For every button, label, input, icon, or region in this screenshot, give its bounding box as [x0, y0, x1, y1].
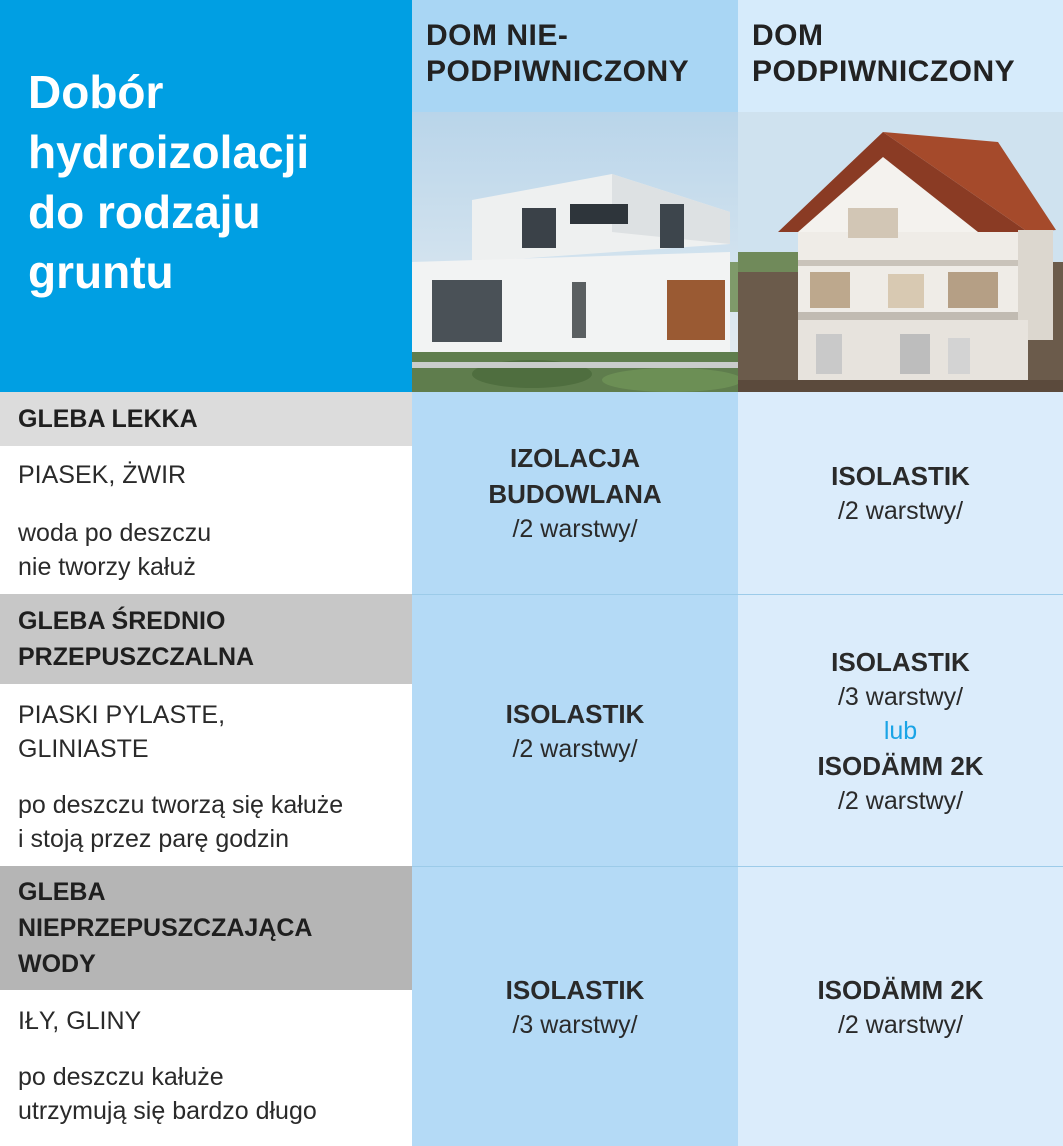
soil-behaviour: utrzymują się bardzo długo — [18, 1097, 317, 1125]
recommendation-cell — [412, 595, 738, 866]
recommendation-cell — [412, 867, 738, 1146]
soil-behaviour: nie tworzy kałuż — [18, 553, 196, 581]
soil-behaviour: woda po deszczu — [18, 519, 212, 547]
recommendation-cell — [738, 392, 1063, 594]
soil-type: IŁY, GLINY — [18, 1007, 142, 1035]
soil-category-light — [0, 392, 412, 446]
category-label: GLEBA — [18, 878, 106, 906]
title-box — [0, 0, 412, 392]
column-header-basement — [738, 0, 1063, 112]
soil-behaviour: i stoją przez parę godzin — [18, 825, 289, 853]
layers-count: /3 warstwy/ — [512, 1010, 638, 1039]
soil-description-light — [0, 446, 412, 594]
category-label: PRZEPUSZCZALNA — [18, 643, 255, 671]
layers-count: /2 warstwy/ — [837, 497, 964, 525]
product-name: ISOLASTIK — [505, 698, 645, 729]
recommendation-cell — [412, 392, 738, 594]
layers-count: /2 warstwy/ — [512, 734, 638, 763]
recommendation-cell — [738, 595, 1063, 866]
column-header-line: DOM NIE- — [426, 19, 569, 52]
category-label: GLEBA LEKKA — [18, 405, 198, 433]
column-header-no-basement — [412, 0, 738, 112]
soil-category-impermeable — [0, 866, 412, 990]
soil-type: PIASKI PYLASTE, — [18, 701, 226, 729]
recommendation-cell — [738, 867, 1063, 1146]
category-label: NIEPRZEPUSZCZAJĄCA — [18, 914, 313, 942]
layers-count: /2 warstwy/ — [512, 515, 638, 543]
soil-behaviour: po deszczu tworzą się kałuże — [18, 791, 344, 819]
soil-type: PIASEK, ŻWIR — [18, 461, 187, 489]
title-line: do rodzaju — [28, 186, 261, 238]
product-name: ISOLASTIK — [831, 461, 970, 491]
layers-count: /2 warstwy/ — [837, 1010, 964, 1039]
or-connector: lub — [883, 716, 918, 745]
title-line: gruntu — [28, 246, 174, 298]
product-name: ISOLASTIK — [505, 974, 645, 1005]
category-label: GLEBA ŚREDNIO — [18, 607, 226, 635]
title-line: Dobór — [28, 66, 164, 118]
product-name: ISODÄMM 2K — [817, 750, 984, 781]
product-name: ISODÄMM 2K — [817, 974, 984, 1005]
column-header-line: PODPIWNICZONY — [752, 55, 1016, 88]
title-line: hydroizolacji — [28, 126, 310, 178]
column-header-line: DOM — [752, 19, 824, 52]
category-label: WODY — [18, 950, 96, 978]
house-without-basement-image — [412, 112, 738, 392]
product-name: IZOLACJA — [510, 443, 640, 473]
product-name: BUDOWLANA — [488, 479, 662, 509]
soil-description-impermeable — [0, 990, 412, 1146]
column-header-line: PODPIWNICZONY — [426, 55, 690, 88]
layers-count: /2 warstwy/ — [837, 786, 964, 815]
soil-description-medium — [0, 684, 412, 866]
soil-category-medium — [0, 594, 412, 684]
house-with-basement-image — [738, 112, 1063, 392]
layers-count: /3 warstwy/ — [837, 682, 964, 711]
soil-type: GLINIASTE — [18, 735, 149, 763]
soil-behaviour: po deszczu kałuże — [18, 1063, 224, 1091]
product-name: ISOLASTIK — [831, 646, 970, 677]
